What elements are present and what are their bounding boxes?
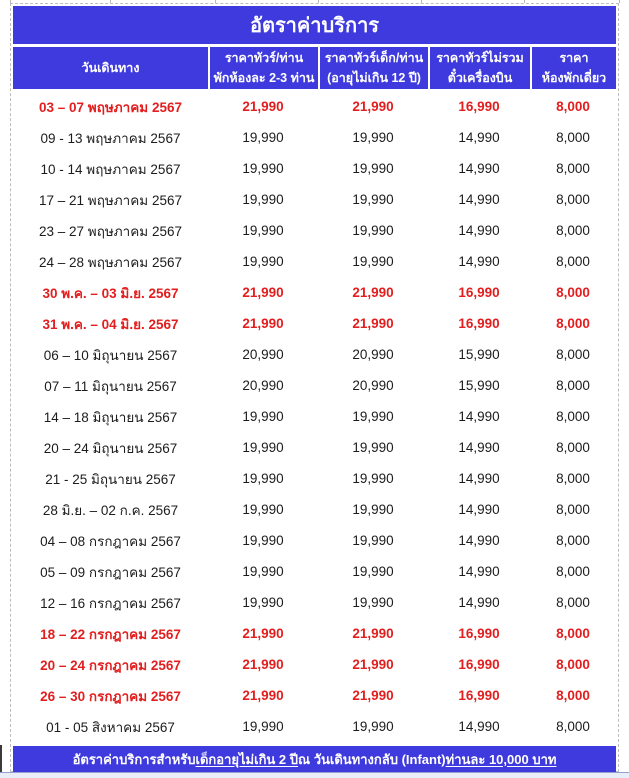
table-row <box>13 184 616 215</box>
table-row <box>13 494 616 525</box>
table-row <box>13 525 616 556</box>
adult-price-cell: 21,990 <box>242 657 284 672</box>
child-price-cell: 21,990 <box>352 99 394 114</box>
adult-price-cell: 19,990 <box>242 564 284 579</box>
child-price-cell: 21,990 <box>352 657 394 672</box>
single-room-price-cell: 8,000 <box>556 719 590 734</box>
adult-price-cell: 19,990 <box>242 192 284 207</box>
date-cell: 05 – 09 กรกฎาคม 2567 <box>40 564 181 580</box>
child-price-cell: 19,990 <box>352 719 394 734</box>
date-cell: 24 – 28 พฤษภาคม 2567 <box>39 254 182 270</box>
table-title-bar <box>13 6 616 44</box>
child-price-cell: 19,990 <box>352 564 394 579</box>
excl-flight-price-cell: 16,990 <box>458 99 500 114</box>
child-price-cell: 21,990 <box>352 688 394 703</box>
single-room-price-cell: 8,000 <box>556 409 590 424</box>
column-header <box>13 47 208 89</box>
table-row <box>13 246 616 277</box>
footer-text: อัตราค่าบริการสำหรับ <box>72 751 196 767</box>
excl-flight-price-cell: 14,990 <box>458 502 500 517</box>
date-cell: 21 - 25 มิถุนายน 2567 <box>45 471 176 487</box>
infant-rate-note <box>13 746 616 772</box>
table-body <box>13 91 616 742</box>
date-cell: 14 – 18 มิถุนายน 2567 <box>43 409 178 425</box>
date-cell: 26 – 30 กรกฎาคม 2567 <box>40 688 181 704</box>
single-room-price-cell: 8,000 <box>556 657 590 672</box>
child-price-cell: 20,990 <box>352 347 394 362</box>
excl-flight-price-cell: 16,990 <box>458 285 500 300</box>
child-price-cell: 19,990 <box>352 409 394 424</box>
date-cell: 12 – 16 กรกฎาคม 2567 <box>40 595 181 611</box>
child-price-cell: 19,990 <box>352 595 394 610</box>
adult-price-cell: 19,990 <box>242 223 284 238</box>
column-header <box>428 47 530 89</box>
single-room-price-cell: 8,000 <box>556 626 590 641</box>
excl-flight-price-cell: 14,990 <box>458 595 500 610</box>
child-price-cell: 19,990 <box>352 161 394 176</box>
excl-flight-price-cell: 15,990 <box>458 347 500 362</box>
excl-flight-price-cell: 16,990 <box>458 657 500 672</box>
column-header <box>530 47 616 89</box>
single-room-price-cell: 8,000 <box>556 533 590 548</box>
column-header-line: ตั๋วเครื่องบิน <box>447 71 513 85</box>
adult-price-cell: 21,990 <box>242 688 284 703</box>
excl-flight-price-cell: 14,990 <box>458 440 500 455</box>
footer-underlined-text: ท่านละ 10,000 บาท <box>445 751 557 767</box>
table-row <box>13 339 616 370</box>
date-cell: 31 พ.ค. – 04 มิ.ย. 2567 <box>42 316 179 332</box>
single-room-price-cell: 8,000 <box>556 99 590 114</box>
child-price-cell: 19,990 <box>352 130 394 145</box>
table-row <box>13 277 616 308</box>
single-room-price-cell: 8,000 <box>556 192 590 207</box>
single-room-price-cell: 8,000 <box>556 347 590 362</box>
page-title: อัตราค่าบริการ <box>249 15 380 37</box>
date-cell: 09 - 13 พฤษภาคม 2567 <box>40 130 181 146</box>
column-header-line: ราคาทัวร์เด็ก/ท่าน <box>324 51 424 65</box>
child-price-cell: 20,990 <box>352 378 394 393</box>
adult-price-cell: 20,990 <box>242 347 284 362</box>
child-price-cell: 21,990 <box>352 316 394 331</box>
bottom-strip <box>0 772 629 778</box>
table-row <box>13 463 616 494</box>
single-room-price-cell: 8,000 <box>556 595 590 610</box>
excl-flight-price-cell: 14,990 <box>458 254 500 269</box>
table-row <box>13 122 616 153</box>
adult-price-cell: 19,990 <box>242 719 284 734</box>
child-price-cell: 19,990 <box>352 533 394 548</box>
excl-flight-price-cell: 14,990 <box>458 409 500 424</box>
single-room-price-cell: 8,000 <box>556 378 590 393</box>
table-row <box>13 91 616 122</box>
excl-flight-price-cell: 14,990 <box>458 471 500 486</box>
adult-price-cell: 19,990 <box>242 502 284 517</box>
adult-price-cell: 20,990 <box>242 378 284 393</box>
table-row <box>13 587 616 618</box>
column-header-line: ราคาทัวร์/ท่าน <box>224 51 304 65</box>
single-room-price-cell: 8,000 <box>556 285 590 300</box>
single-room-price-cell: 8,000 <box>556 130 590 145</box>
excl-flight-price-cell: 14,990 <box>458 161 500 176</box>
date-cell: 10 - 14 พฤษภาคม 2567 <box>40 161 181 177</box>
adult-price-cell: 19,990 <box>242 595 284 610</box>
child-price-cell: 19,990 <box>352 254 394 269</box>
single-room-price-cell: 8,000 <box>556 316 590 331</box>
adult-price-cell: 21,990 <box>242 316 284 331</box>
date-cell: 03 – 07 พฤษภาคม 2567 <box>39 99 182 115</box>
table-row <box>13 711 616 742</box>
single-room-price-cell: 8,000 <box>556 564 590 579</box>
adult-price-cell: 21,990 <box>242 99 284 114</box>
child-price-cell: 21,990 <box>352 626 394 641</box>
child-price-cell: 19,990 <box>352 471 394 486</box>
footer-underlined-text: เด็กอายุไม่เกิน 2 ปี <box>195 751 299 767</box>
date-cell: 23 – 27 พฤษภาคม 2567 <box>39 223 182 239</box>
gridline-tick <box>619 0 620 3</box>
date-cell: 18 – 22 กรกฎาคม 2567 <box>40 626 181 642</box>
column-header <box>208 47 318 89</box>
single-room-price-cell: 8,000 <box>556 471 590 486</box>
column-header-line: ห้องพักเดี่ยว <box>541 71 607 85</box>
date-cell: 17 – 21 พฤษภาคม 2567 <box>39 192 182 208</box>
table-row <box>13 308 616 339</box>
column-header-line: ราคาทัวร์ไม่รวม <box>436 51 524 65</box>
single-room-price-cell: 8,000 <box>556 502 590 517</box>
table-row <box>13 370 616 401</box>
excl-flight-price-cell: 15,990 <box>458 378 500 393</box>
excl-flight-price-cell: 14,990 <box>458 564 500 579</box>
column-header <box>318 47 428 89</box>
footer-text: ณ วันเดินทางกลับ (Infant) <box>298 751 446 767</box>
adult-price-cell: 19,990 <box>242 440 284 455</box>
date-cell: 30 พ.ค. – 03 มิ.ย. 2567 <box>42 285 179 301</box>
child-price-cell: 19,990 <box>352 440 394 455</box>
excl-flight-price-cell: 14,990 <box>458 130 500 145</box>
single-room-price-cell: 8,000 <box>556 223 590 238</box>
date-cell: 01 - 05 สิงหาคม 2567 <box>46 719 175 735</box>
excl-flight-price-cell: 16,990 <box>458 688 500 703</box>
table-header-row <box>13 47 616 89</box>
adult-price-cell: 21,990 <box>242 285 284 300</box>
single-room-price-cell: 8,000 <box>556 440 590 455</box>
child-price-cell: 21,990 <box>352 285 394 300</box>
date-cell: 07 – 11 มิถุนายน 2567 <box>44 378 177 394</box>
column-header-line: พักห้องละ 2-3 ท่าน <box>213 71 315 85</box>
date-cell: 20 – 24 กรกฎาคม 2567 <box>40 657 181 673</box>
single-room-price-cell: 8,000 <box>556 688 590 703</box>
child-price-cell: 19,990 <box>352 192 394 207</box>
date-cell: 28 มิ.ย. – 02 ก.ค. 2567 <box>42 502 179 518</box>
adult-price-cell: 19,990 <box>242 254 284 269</box>
page-edge-fragment <box>0 745 2 772</box>
table-row <box>13 153 616 184</box>
table-row <box>13 618 616 649</box>
excl-flight-price-cell: 14,990 <box>458 192 500 207</box>
adult-price-cell: 19,990 <box>242 130 284 145</box>
table-row <box>13 401 616 432</box>
date-cell: 04 – 08 กรกฎาคม 2567 <box>40 533 181 549</box>
excl-flight-price-cell: 14,990 <box>458 719 500 734</box>
excl-flight-price-cell: 16,990 <box>458 626 500 641</box>
date-cell: 06 – 10 มิถุนายน 2567 <box>43 347 178 363</box>
table-row <box>13 649 616 680</box>
rates-table <box>10 3 619 772</box>
excl-flight-price-cell: 16,990 <box>458 316 500 331</box>
adult-price-cell: 19,990 <box>242 161 284 176</box>
column-header-line: วันเดินทาง <box>81 61 140 75</box>
adult-price-cell: 19,990 <box>242 533 284 548</box>
adult-price-cell: 21,990 <box>242 626 284 641</box>
excl-flight-price-cell: 14,990 <box>458 223 500 238</box>
adult-price-cell: 19,990 <box>242 471 284 486</box>
excl-flight-price-cell: 14,990 <box>458 533 500 548</box>
single-room-price-cell: 8,000 <box>556 254 590 269</box>
table-row <box>13 215 616 246</box>
table-row <box>13 556 616 587</box>
single-room-price-cell: 8,000 <box>556 161 590 176</box>
table-row <box>13 432 616 463</box>
child-price-cell: 19,990 <box>352 502 394 517</box>
adult-price-cell: 19,990 <box>242 409 284 424</box>
child-price-cell: 19,990 <box>352 223 394 238</box>
table-row <box>13 680 616 711</box>
column-header-line: (อายุไม่เกิน 12 ปี) <box>327 71 421 85</box>
column-header-line: ราคา <box>559 51 589 65</box>
date-cell: 20 – 24 มิถุนายน 2567 <box>43 440 178 456</box>
